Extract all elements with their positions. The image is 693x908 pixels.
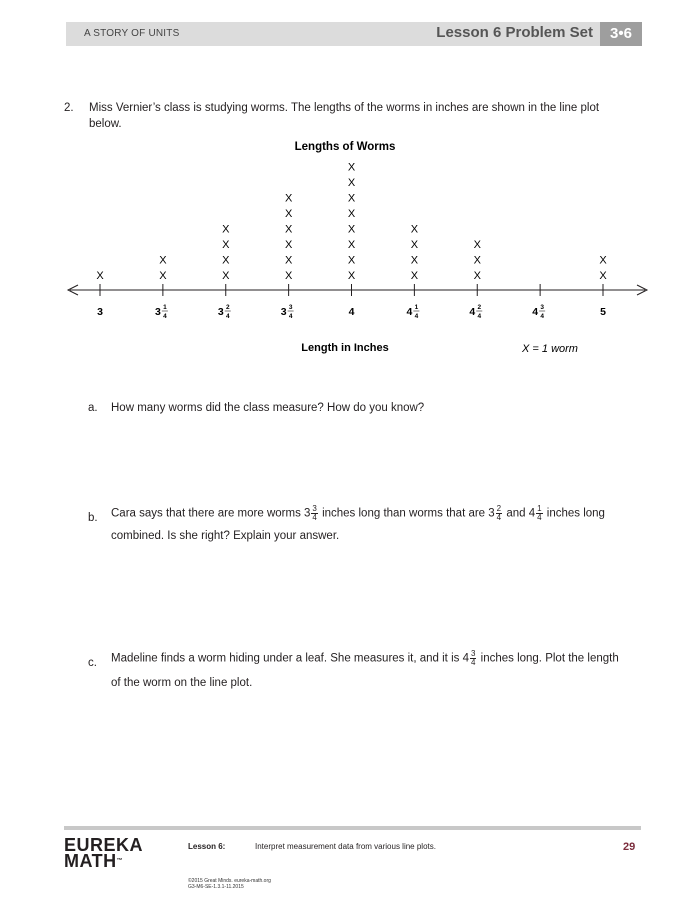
tick-den-1: 4: [163, 313, 167, 320]
logo-trademark: ™: [116, 858, 124, 864]
tick-den-2: 4: [225, 313, 230, 320]
tick-label-4: [349, 306, 355, 318]
question-b-line-1: [111, 505, 605, 522]
tick-whole-8: 5: [600, 306, 606, 318]
x-mark: X: [284, 254, 293, 267]
tick-label-6: [469, 304, 482, 320]
x-mark: X: [284, 208, 293, 220]
x-mark: X: [347, 270, 356, 282]
q-b-text-2: inches long than worms that are 3: [318, 507, 495, 520]
document-code: G3-M6-SE-1.3.1-11.2015: [188, 884, 244, 890]
footer-copyright: [188, 878, 271, 890]
question-c-line-1: [111, 650, 619, 667]
tick-whole-5: 4: [406, 306, 413, 318]
q-b-frac-3: $\frac{1}{4}$: [537, 504, 542, 522]
tick-whole-7: 4: [532, 306, 539, 318]
x-mark: X: [473, 270, 481, 282]
tick-label-3: [281, 304, 294, 320]
x-mark: X: [284, 270, 293, 282]
x-mark: X: [284, 223, 293, 236]
worm-line-plot: [60, 141, 660, 365]
question-c-label: c.: [88, 657, 97, 669]
tick-label-7: [532, 304, 545, 320]
x-mark: X: [284, 192, 293, 205]
footer-description: Interpret measurement data from various line plots.: [255, 842, 436, 851]
question-a-label: a.: [88, 402, 98, 414]
x-marks-group: [96, 162, 607, 283]
tick-whole-6: 4: [469, 306, 476, 318]
x-mark: X: [410, 270, 419, 282]
x-mark: X: [473, 254, 481, 267]
tick-num-1: 1: [163, 304, 167, 311]
tick-den-6: 4: [477, 313, 482, 320]
x-mark: X: [222, 254, 230, 267]
tick-whole-2: 3: [217, 306, 224, 318]
x-mark: X: [222, 239, 230, 251]
tick-num-6: 2: [477, 304, 482, 311]
x-mark: X: [347, 208, 356, 220]
lesson-title: Lesson 6 Problem Set: [436, 24, 593, 41]
q-c-text-1: Madeline finds a worm hiding under a leaf. She measures it, and it is 4: [111, 652, 469, 665]
x-mark: X: [347, 177, 356, 189]
logo-line-1: EUREKA: [64, 835, 144, 855]
tick-whole-0: 3: [97, 306, 103, 318]
x-mark: X: [599, 270, 607, 282]
x-mark: X: [410, 254, 419, 267]
tick-num-7: 3: [540, 304, 544, 311]
x-mark: X: [159, 270, 167, 282]
x-mark: X: [347, 223, 356, 236]
x-mark: X: [284, 239, 293, 251]
q-b-text-3: and 4: [503, 507, 536, 520]
question-c-line-2: of the worm on the line plot.: [111, 677, 253, 689]
copyright-line: ©2015 Great Minds. eureka-math.org: [188, 878, 271, 884]
x-axis-label: Length in Inches: [301, 342, 389, 354]
q-b-text-4: inches long: [543, 507, 605, 520]
x-mark: X: [347, 254, 356, 267]
logo-line-2: MATH: [64, 851, 117, 871]
tick-whole-3: 3: [280, 306, 287, 318]
question-a-text: How many worms did the class measure? How do you know?: [111, 402, 425, 414]
q-b-frac-2: $\frac{2}{4}$: [496, 504, 502, 522]
footer-bar: [64, 826, 641, 830]
question-b-label: b.: [88, 512, 98, 524]
tick-num-3: 3: [288, 304, 293, 311]
tick-label-1: [155, 304, 168, 320]
x-mark: X: [96, 270, 104, 282]
x-mark: X: [159, 254, 167, 267]
x-mark: X: [347, 239, 356, 251]
tick-label-5: [407, 304, 420, 320]
x-mark: X: [410, 223, 419, 236]
x-mark: X: [473, 239, 481, 251]
x-mark: X: [347, 161, 356, 174]
question-b-line-2: combined. Is she right? Explain your answer.: [111, 530, 340, 542]
tick-label-0: [97, 306, 103, 318]
tick-den-7: 4: [540, 313, 544, 320]
grade-module-badge: 3•6: [600, 22, 642, 46]
x-mark: X: [222, 223, 230, 236]
tick-label-8: [600, 306, 606, 318]
x-mark: X: [347, 192, 356, 205]
chart-title: Lengths of Worms: [294, 141, 396, 153]
series-name: A STORY OF UNITS: [84, 28, 180, 39]
x-mark: X: [410, 239, 419, 251]
problem-number: 2.: [64, 102, 74, 114]
page-number: 29: [623, 841, 636, 853]
q-c-frac-1: $\frac{3}{4}$: [470, 649, 476, 667]
tick-label-2: [218, 304, 231, 320]
x-mark: X: [599, 254, 607, 267]
problem-line-1: Miss Vernier’s class is studying worms. The lengths of the worms in inches are shown in the line plot: [89, 102, 600, 114]
tick-whole-1: 3: [155, 306, 161, 318]
q-b-text-1: Cara says that there are more worms 3: [111, 507, 311, 520]
x-mark: X: [222, 270, 230, 282]
legend-text: X = 1 worm: [522, 343, 578, 355]
footer-lesson: Lesson 6:: [188, 842, 226, 851]
eureka-math-logo: [64, 837, 143, 869]
tick-num-5: 1: [414, 304, 419, 311]
q-c-text-2: inches long. Plot the length: [477, 652, 619, 665]
q-b-frac-1: $\frac{3}{4}$: [312, 504, 317, 522]
tick-whole-4: 4: [348, 306, 355, 318]
tick-den-3: 4: [288, 313, 293, 320]
tick-den-5: 4: [414, 313, 419, 320]
ticks-group: [97, 284, 606, 320]
problem-line-2: below.: [89, 118, 122, 130]
tick-num-2: 2: [225, 304, 230, 311]
